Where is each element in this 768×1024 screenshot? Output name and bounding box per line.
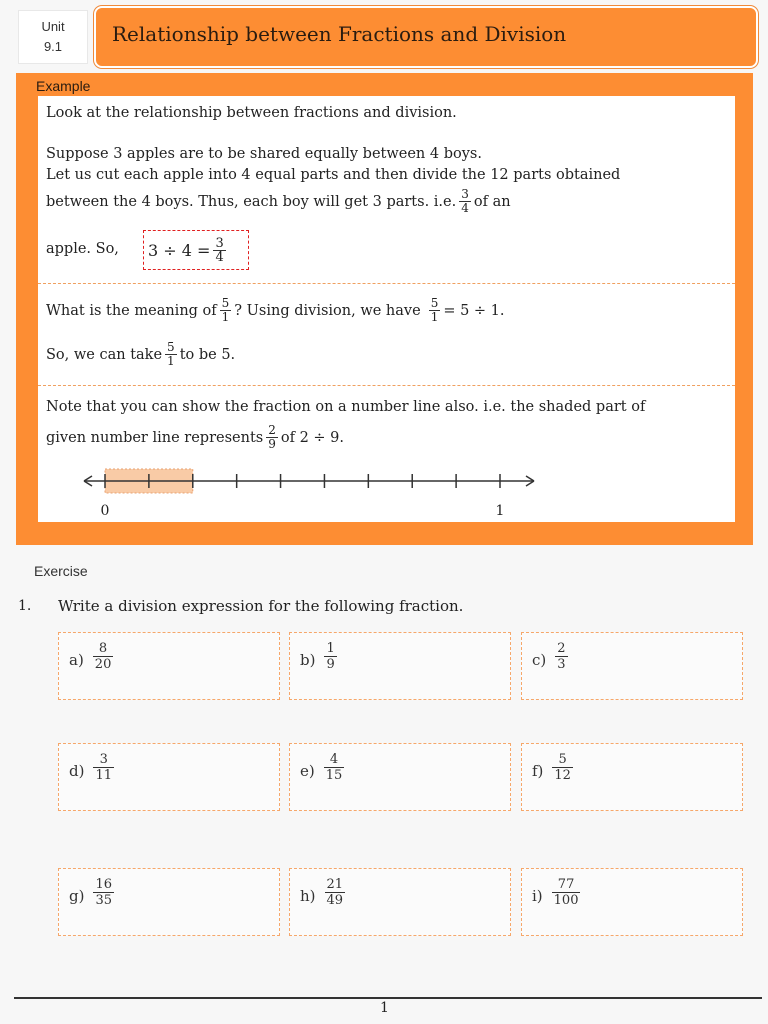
- note-line-2-post: of 2 ÷ 9.: [280, 429, 344, 446]
- example-intro: Look at the relationship between fractions and division.: [46, 105, 457, 121]
- so-take-line: [46, 341, 235, 368]
- apples-line-3-post: of an: [473, 193, 511, 210]
- answer-box[interactable]: [58, 632, 280, 700]
- answer-box[interactable]: [289, 743, 511, 811]
- fraction-numerator: 3: [215, 235, 224, 251]
- apples-line-3-text: between the 4 boys. Thus, each boy will get 3 parts. i.e.: [46, 193, 457, 210]
- fraction-denominator: 1: [430, 310, 439, 324]
- footer-divider: [14, 997, 762, 999]
- meaning-post: = 5 ÷ 1.: [443, 302, 505, 319]
- fraction-numerator: 3: [99, 752, 108, 767]
- fraction-numerator: 5: [167, 340, 175, 354]
- fraction-numerator: 16: [95, 877, 113, 892]
- item-fraction: [93, 641, 114, 672]
- item-fraction: [552, 752, 573, 783]
- exercise-item: [69, 877, 117, 908]
- so-take-post: to be 5.: [179, 346, 236, 363]
- item-label: i): [532, 887, 543, 905]
- fraction-denominator: 3: [557, 657, 566, 672]
- question-number: 1.: [18, 598, 32, 614]
- note-line-2: [46, 424, 344, 451]
- exercise-item: [300, 641, 340, 672]
- exercise-title: Exercise: [34, 563, 88, 579]
- fraction-denominator: 1: [167, 354, 175, 368]
- item-label: c): [532, 651, 547, 669]
- page-title: Relationship between Fractions and Division: [112, 22, 567, 46]
- unit-number: 9.1: [43, 39, 63, 54]
- answer-box[interactable]: [58, 868, 280, 936]
- start-label: 0: [100, 503, 110, 519]
- item-label: f): [532, 762, 544, 780]
- item-label: b): [300, 651, 316, 669]
- equation-fraction: [213, 237, 225, 264]
- item-fraction: [552, 877, 581, 908]
- fraction-numerator: 8: [98, 641, 108, 656]
- exercise-item: [532, 752, 576, 783]
- fraction-two-ninths: [266, 424, 278, 451]
- highlighted-equation: [143, 230, 249, 270]
- fraction-denominator: 9: [268, 437, 276, 451]
- question-text: Write a division expression for the following fraction.: [58, 597, 464, 615]
- answer-box[interactable]: [289, 632, 511, 700]
- unit-label: Unit: [41, 19, 65, 34]
- fraction-three-quarters: [459, 188, 471, 215]
- fraction-five-over-one: [165, 341, 177, 368]
- item-label: g): [69, 887, 85, 905]
- fraction-numerator: 4: [329, 752, 339, 767]
- meaning-pre: What is the meaning of: [46, 302, 217, 319]
- fraction-denominator: 12: [554, 768, 571, 783]
- answer-box[interactable]: [521, 632, 743, 700]
- fraction-denominator: 20: [94, 657, 112, 672]
- item-fraction: [555, 641, 567, 672]
- note-line-1: Note that you can show the fraction on a number line also. i.e. the shaded part of: [46, 399, 646, 415]
- exercise-item: [300, 877, 348, 908]
- fraction-denominator: 35: [95, 893, 113, 908]
- meaning-line: [46, 297, 505, 324]
- fraction-numerator: 5: [430, 296, 439, 310]
- exercise-item: [69, 752, 117, 783]
- fraction-numerator: 21: [326, 877, 344, 892]
- fraction-numerator: 5: [558, 752, 567, 767]
- example-label: Example: [36, 78, 91, 94]
- fraction-denominator: 100: [553, 893, 579, 908]
- exercise-item: [69, 641, 116, 672]
- item-label: d): [69, 762, 85, 780]
- fraction-denominator: 4: [461, 201, 469, 215]
- item-label: a): [69, 651, 84, 669]
- section-divider: [38, 283, 735, 284]
- exercise-item: [532, 641, 571, 672]
- fraction-numerator: 3: [461, 187, 469, 201]
- answer-box[interactable]: [289, 868, 511, 936]
- number-line: [70, 460, 550, 520]
- fraction-numerator: 2: [268, 423, 276, 437]
- note-line-2-pre: given number line represents: [46, 429, 264, 446]
- exercise-item: [300, 752, 347, 783]
- item-label: h): [300, 887, 316, 905]
- fraction-numerator: 5: [221, 296, 230, 310]
- item-fraction: [325, 877, 346, 908]
- fraction-five-over-one: [220, 297, 232, 324]
- fraction-denominator: 1: [221, 310, 230, 324]
- exercise-item: [532, 877, 583, 908]
- answer-box[interactable]: [521, 868, 743, 936]
- section-divider: [38, 385, 735, 386]
- fraction-denominator: 11: [95, 768, 113, 783]
- apples-line-1: Suppose 3 apples are to be shared equally between 4 boys.: [46, 146, 482, 162]
- end-label: 1: [495, 503, 505, 519]
- unit-badge: [18, 10, 88, 64]
- answer-box[interactable]: [521, 743, 743, 811]
- fraction-numerator: 77: [557, 877, 575, 892]
- equation-lhs: 3 ÷ 4 =: [148, 240, 211, 260]
- fraction-numerator: 1: [326, 641, 335, 656]
- fraction-numerator: 2: [557, 641, 566, 656]
- item-fraction: [324, 752, 345, 783]
- answer-box[interactable]: [58, 743, 280, 811]
- page-number: 1: [380, 1000, 389, 1016]
- fraction-denominator: 49: [326, 893, 344, 908]
- item-fraction: [93, 877, 114, 908]
- fraction-denominator: 9: [326, 657, 335, 672]
- apples-line-3: [46, 188, 511, 215]
- apples-line-2: Let us cut each apple into 4 equal parts and then divide the 12 parts obtained: [46, 167, 621, 183]
- item-fraction: [324, 641, 336, 672]
- fraction-denominator: 4: [215, 249, 224, 265]
- item-label: e): [300, 762, 315, 780]
- fraction-five-over-one: [429, 297, 441, 324]
- meaning-mid: ? Using division, we have: [234, 302, 421, 319]
- item-fraction: [93, 752, 114, 783]
- fraction-denominator: 15: [325, 768, 343, 783]
- so-take-pre: So, we can take: [46, 346, 163, 363]
- apple-so-text: apple. So,: [46, 241, 119, 257]
